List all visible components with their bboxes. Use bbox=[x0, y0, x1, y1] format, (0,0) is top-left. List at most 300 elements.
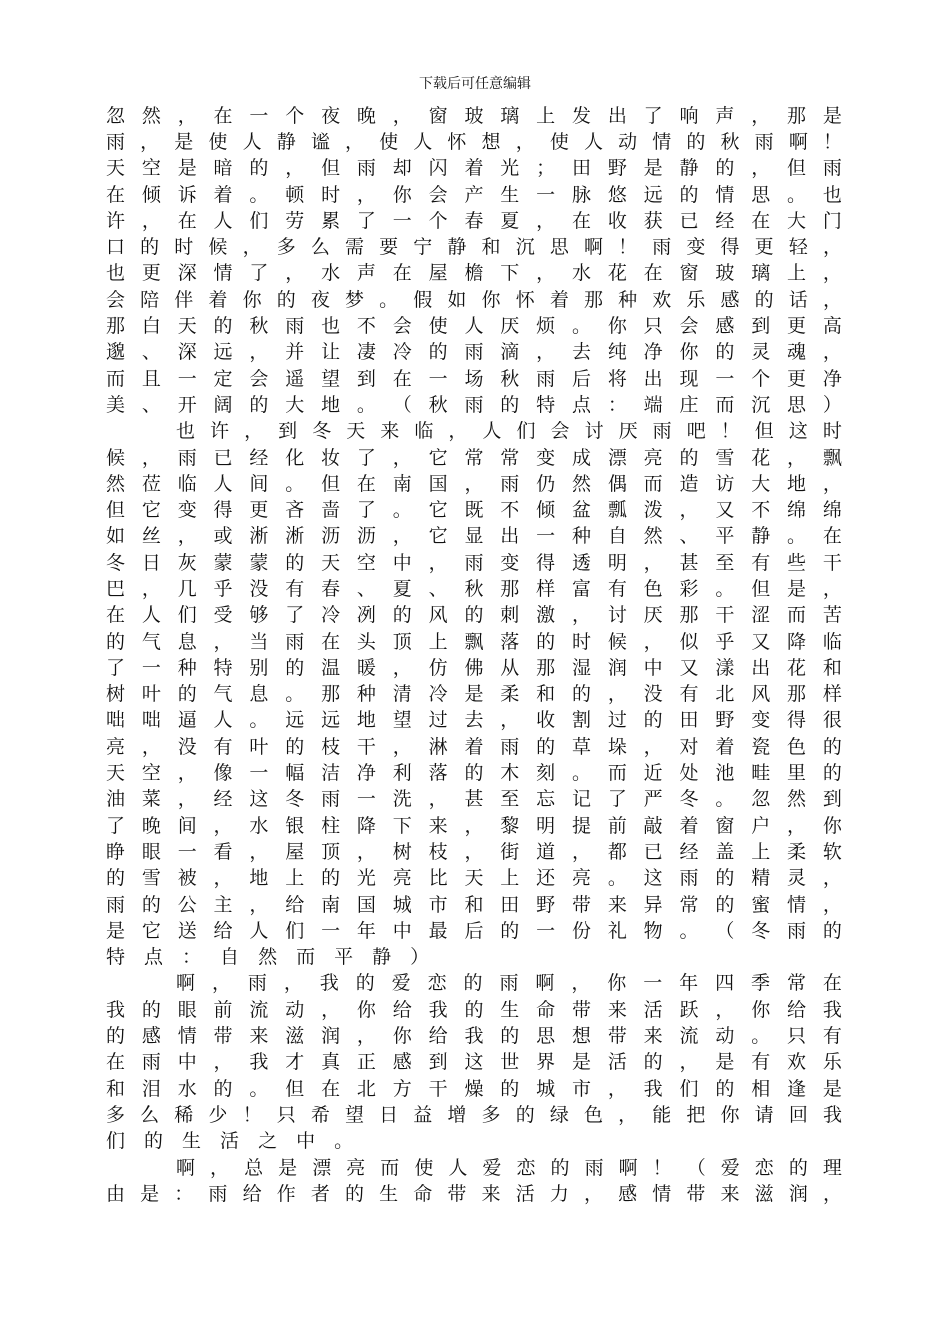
text-line bbox=[106, 285, 842, 311]
text-char: 但 bbox=[787, 157, 807, 180]
text-char: 时 bbox=[174, 236, 194, 259]
text-char: 都 bbox=[607, 840, 627, 863]
text-char: 讨 bbox=[607, 604, 627, 627]
text-char: 的 bbox=[285, 735, 305, 758]
text-char: 来 bbox=[607, 893, 627, 916]
text-line bbox=[106, 916, 842, 942]
text-char: 的 bbox=[536, 630, 556, 653]
text-char: ， bbox=[213, 814, 233, 837]
text-char: 的 bbox=[140, 236, 160, 259]
text-char: 你 bbox=[242, 288, 262, 311]
text-char: 你 bbox=[392, 183, 412, 206]
text-char: ， bbox=[428, 551, 448, 574]
text-char: 比 bbox=[428, 867, 448, 890]
text-char: 温 bbox=[321, 656, 341, 679]
text-char: ， bbox=[141, 446, 161, 469]
text-char: ， bbox=[643, 630, 663, 653]
text-char: 情 bbox=[177, 1025, 197, 1048]
text-char: 需 bbox=[344, 236, 364, 259]
text-char: 雨 bbox=[177, 446, 197, 469]
text-char: 美 bbox=[106, 393, 126, 416]
text-char: 给 bbox=[392, 998, 412, 1021]
text-char: 来 bbox=[643, 1025, 663, 1048]
text-char: 、 bbox=[679, 525, 699, 548]
text-char: 蒙 bbox=[249, 551, 269, 574]
text-line bbox=[106, 680, 842, 706]
text-line bbox=[106, 469, 842, 495]
text-char: 活 bbox=[643, 998, 663, 1021]
text-char: 的 bbox=[643, 709, 663, 732]
text-char: 田 bbox=[500, 893, 520, 916]
text-char: 使 bbox=[428, 315, 448, 338]
text-char: 息 bbox=[177, 630, 197, 653]
text-char: 的 bbox=[788, 1156, 808, 1179]
text-char: 柱 bbox=[321, 814, 341, 837]
text-char: 没 bbox=[177, 735, 197, 758]
text-char: 灰 bbox=[177, 551, 197, 574]
text-char: 春 bbox=[464, 209, 484, 232]
text-char: 欢 bbox=[652, 288, 672, 311]
text-char: ， bbox=[464, 840, 484, 863]
text-char: 假 bbox=[413, 288, 433, 311]
text-char: 叶 bbox=[249, 735, 269, 758]
text-char: 个 bbox=[428, 209, 448, 232]
text-char: 睁 bbox=[106, 840, 126, 863]
text-char: 魂 bbox=[787, 341, 807, 364]
text-char: 公 bbox=[177, 893, 197, 916]
text-char: ， bbox=[249, 893, 269, 916]
text-char: 润 bbox=[788, 1182, 808, 1205]
text-char: 玻 bbox=[715, 262, 735, 285]
text-char: 带 bbox=[571, 893, 591, 916]
text-char: 大 bbox=[787, 209, 807, 232]
text-char: 乎 bbox=[213, 578, 233, 600]
text-char: 临 bbox=[414, 420, 434, 443]
text-char: 的 bbox=[285, 656, 305, 679]
text-char: 在 bbox=[643, 262, 663, 285]
text-char: 明 bbox=[536, 814, 556, 837]
text-char: 变 bbox=[686, 236, 706, 259]
text-char: 望 bbox=[344, 1103, 364, 1126]
text-char: 会 bbox=[249, 367, 269, 390]
text-char: 银 bbox=[285, 814, 305, 837]
text-char: 雨 bbox=[500, 472, 520, 495]
text-char: 窗 bbox=[715, 814, 735, 837]
text-char: 才 bbox=[285, 1051, 305, 1074]
text-char: 望 bbox=[392, 709, 412, 732]
text-char: 淅 bbox=[285, 525, 305, 548]
text-char: 逢 bbox=[787, 1077, 807, 1100]
text-char: 人 bbox=[242, 130, 262, 153]
text-char: 前 bbox=[213, 998, 233, 1021]
text-char: 点 bbox=[144, 946, 164, 969]
text-char: 在 bbox=[571, 209, 591, 232]
text-char: 人 bbox=[213, 209, 233, 232]
text-char: 们 bbox=[249, 209, 269, 232]
text-char: 啊 bbox=[618, 1156, 638, 1179]
text-char: 怀 bbox=[447, 130, 467, 153]
text-char: 正 bbox=[356, 1051, 376, 1074]
text-char: 和 bbox=[536, 683, 556, 706]
text-char: 的 bbox=[754, 288, 774, 311]
text-char: 种 bbox=[177, 656, 197, 679]
text-char: 会 bbox=[428, 183, 448, 206]
text-char: 遥 bbox=[285, 367, 305, 390]
text-char: 着 bbox=[715, 735, 735, 758]
text-char: 脉 bbox=[571, 183, 591, 206]
text-line bbox=[106, 785, 842, 811]
text-char: ； bbox=[536, 157, 556, 180]
text-char: 枝 bbox=[428, 840, 448, 863]
text-char: 而 bbox=[715, 393, 735, 416]
text-char: 刻 bbox=[536, 762, 556, 785]
text-char: 明 bbox=[607, 551, 627, 574]
text-char: 日 bbox=[141, 551, 161, 574]
text-char: 的 bbox=[355, 972, 375, 995]
text-char: 绵 bbox=[822, 499, 842, 522]
text-char: 灵 bbox=[751, 341, 771, 364]
text-char: 静 bbox=[372, 946, 392, 969]
text-char: 个 bbox=[285, 104, 305, 127]
text-char: 情 bbox=[652, 130, 672, 153]
text-char: 一 bbox=[249, 762, 269, 785]
text-char: 冷 bbox=[428, 683, 448, 706]
text-char: 的 bbox=[500, 1077, 520, 1100]
text-char: 会 bbox=[679, 315, 699, 338]
text-char: 且 bbox=[141, 367, 161, 390]
text-char: 静 bbox=[447, 236, 467, 259]
text-char: ， bbox=[822, 288, 842, 311]
text-char: 会 bbox=[392, 315, 412, 338]
text-char: 们 bbox=[679, 1077, 699, 1100]
text-char: 的 bbox=[715, 867, 735, 890]
text-char: 人 bbox=[583, 130, 603, 153]
text-char: 地 bbox=[249, 867, 269, 890]
text-char: 似 bbox=[679, 630, 699, 653]
text-char: 到 bbox=[822, 788, 842, 811]
text-char: 在 bbox=[106, 183, 126, 206]
text-char: 。 bbox=[285, 683, 305, 706]
text-char: 啊 bbox=[583, 236, 603, 259]
text-char: 田 bbox=[679, 709, 699, 732]
text-char: 把 bbox=[686, 1103, 706, 1126]
text-char: 如 bbox=[106, 525, 126, 548]
text-char: ！ bbox=[242, 1103, 262, 1126]
text-char: 如 bbox=[447, 288, 467, 311]
text-char: 还 bbox=[536, 867, 556, 890]
text-char: 落 bbox=[500, 630, 520, 653]
text-char: 增 bbox=[447, 1103, 467, 1126]
text-char: 人 bbox=[482, 420, 502, 443]
text-char: ， bbox=[283, 972, 303, 995]
text-char: 着 bbox=[208, 288, 228, 311]
text-char: 的 bbox=[463, 972, 483, 995]
text-char: 净 bbox=[643, 341, 663, 364]
text-line bbox=[106, 995, 842, 1021]
text-char: 是 bbox=[643, 157, 663, 180]
text-char: 口 bbox=[106, 236, 126, 259]
text-char: 给 bbox=[285, 893, 305, 916]
text-char: 气 bbox=[213, 683, 233, 706]
text-char: 被 bbox=[177, 867, 197, 890]
text-char: 讨 bbox=[584, 420, 604, 443]
text-char: 它 bbox=[428, 525, 448, 548]
text-char: 和 bbox=[464, 893, 484, 916]
text-char: 在 bbox=[321, 630, 341, 653]
text-char: 动 bbox=[715, 1025, 735, 1048]
text-char: 雨 bbox=[141, 1051, 161, 1074]
text-char: 的 bbox=[464, 998, 484, 1021]
text-char: 希 bbox=[310, 1103, 330, 1126]
text-line bbox=[106, 627, 842, 653]
text-char: 上 bbox=[751, 840, 771, 863]
text-char: 动 bbox=[618, 130, 638, 153]
text-char: 落 bbox=[428, 762, 448, 785]
text-char: 。 bbox=[285, 472, 305, 495]
text-char: 没 bbox=[249, 578, 269, 600]
text-char: 是 bbox=[787, 578, 807, 600]
text-char: 庄 bbox=[679, 393, 699, 416]
text-char: 时 bbox=[822, 420, 842, 443]
text-char: 累 bbox=[321, 209, 341, 232]
text-char: 色 bbox=[787, 735, 807, 758]
text-char: 秋 bbox=[720, 130, 740, 153]
text-char: 一 bbox=[141, 656, 161, 679]
text-char: 干 bbox=[428, 1077, 448, 1100]
text-char: 的 bbox=[213, 315, 233, 338]
text-char: 多 bbox=[481, 1103, 501, 1126]
text-char: 天 bbox=[464, 867, 484, 890]
text-char: 下 bbox=[392, 814, 412, 837]
text-char: 流 bbox=[249, 998, 269, 1021]
text-char: 的 bbox=[500, 393, 520, 416]
text-char: 户 bbox=[751, 814, 771, 837]
text-char: ， bbox=[583, 1182, 603, 1205]
text-char: 柔 bbox=[787, 840, 807, 863]
text-char: 的 bbox=[515, 1103, 535, 1126]
text-char: 多 bbox=[106, 1103, 126, 1126]
text-line bbox=[106, 495, 842, 521]
text-char: 的 bbox=[141, 998, 161, 1021]
text-char: 年 bbox=[679, 972, 699, 995]
text-char: 。 bbox=[249, 709, 269, 732]
text-char: ， bbox=[249, 840, 269, 863]
text-char: 的 bbox=[715, 157, 735, 180]
text-char: 中 bbox=[392, 551, 412, 574]
text-char: 沥 bbox=[356, 525, 376, 548]
text-char: 的 bbox=[276, 288, 296, 311]
text-char: 乐 bbox=[686, 288, 706, 311]
text-char: 倾 bbox=[141, 183, 161, 206]
text-char: 端 bbox=[643, 393, 663, 416]
text-char: ， bbox=[643, 735, 663, 758]
text-char: 你 bbox=[607, 972, 627, 995]
text-char: 也 bbox=[176, 420, 196, 443]
text-char: ： bbox=[182, 946, 202, 969]
text-char: 。 bbox=[571, 762, 591, 785]
text-char: ， bbox=[751, 104, 771, 127]
text-char: 人 bbox=[141, 604, 161, 627]
text-char: 雨 bbox=[499, 972, 519, 995]
text-char: 命 bbox=[413, 1182, 433, 1205]
text-char: 花 bbox=[751, 446, 771, 469]
text-char: 你 bbox=[822, 814, 842, 837]
text-char: 空 bbox=[141, 762, 161, 785]
text-char: 和 bbox=[106, 1077, 126, 1100]
text-char: 冽 bbox=[356, 604, 376, 627]
text-char: 你 bbox=[356, 998, 376, 1021]
text-char: 出 bbox=[500, 525, 520, 548]
text-char: ， bbox=[285, 262, 305, 285]
text-char: 一 bbox=[536, 183, 556, 206]
text-char: 淋 bbox=[428, 735, 448, 758]
text-char: 将 bbox=[607, 367, 627, 390]
text-char: 泪 bbox=[141, 1077, 161, 1100]
text-char: ， bbox=[715, 998, 735, 1021]
text-char: 北 bbox=[715, 683, 735, 706]
text-char: 滴 bbox=[500, 341, 520, 364]
text-char: ， bbox=[822, 893, 842, 916]
text-char: 者 bbox=[310, 1182, 330, 1205]
text-char: 倾 bbox=[536, 499, 556, 522]
text-char: 发 bbox=[571, 104, 591, 127]
text-char: 然 bbox=[258, 946, 278, 969]
text-char: 产 bbox=[464, 183, 484, 206]
text-char: 造 bbox=[679, 472, 699, 495]
text-char: 世 bbox=[500, 1051, 520, 1074]
text-char: 到 bbox=[278, 420, 298, 443]
text-line bbox=[106, 732, 842, 758]
text-char: 使 bbox=[414, 1156, 434, 1179]
text-char: 思 bbox=[787, 393, 807, 416]
text-char: 的 bbox=[679, 446, 699, 469]
text-char: 雨 bbox=[536, 367, 556, 390]
text-char: ， bbox=[822, 578, 842, 600]
text-char: 候 bbox=[106, 446, 126, 469]
text-char: 常 bbox=[464, 446, 484, 469]
text-char: 来 bbox=[428, 814, 448, 837]
text-line bbox=[106, 232, 842, 258]
text-char: 谧 bbox=[310, 130, 330, 153]
text-char: 亮 bbox=[571, 867, 591, 890]
text-char: 叶 bbox=[141, 683, 161, 706]
text-char: 是 bbox=[140, 1182, 160, 1205]
text-char: 巴 bbox=[106, 578, 126, 600]
text-char: 。 bbox=[607, 867, 627, 890]
text-char: 宁 bbox=[413, 236, 433, 259]
text-char: 的 bbox=[213, 1077, 233, 1100]
text-char: 送 bbox=[177, 919, 197, 942]
text-char: 冬 bbox=[285, 788, 305, 811]
text-char: 物 bbox=[643, 919, 663, 942]
text-char: 天 bbox=[106, 762, 126, 785]
text-char: 苦 bbox=[822, 604, 842, 627]
text-char: 至 bbox=[715, 551, 735, 574]
text-char: 着 bbox=[464, 735, 484, 758]
text-char: 然 bbox=[787, 788, 807, 811]
text-char: 雨 bbox=[208, 1182, 228, 1205]
text-char: 的 bbox=[500, 919, 520, 942]
text-char: ， bbox=[392, 656, 412, 679]
text-char: 得 bbox=[213, 499, 233, 522]
text-char: ， bbox=[571, 604, 591, 627]
text-char: 洗 bbox=[392, 788, 412, 811]
text-char: 后 bbox=[464, 919, 484, 942]
text-char: 得 bbox=[787, 709, 807, 732]
text-char: 在 bbox=[213, 104, 233, 127]
text-char: 来 bbox=[607, 998, 627, 1021]
text-char: 冬 bbox=[312, 420, 332, 443]
text-char: ， bbox=[140, 130, 160, 153]
text-line bbox=[106, 311, 842, 337]
text-char: 忘 bbox=[536, 788, 556, 811]
text-char: 一 bbox=[715, 367, 735, 390]
text-char: 干 bbox=[715, 604, 735, 627]
text-char: 润 bbox=[607, 656, 627, 679]
text-char: 妆 bbox=[321, 446, 341, 469]
text-char: 晚 bbox=[356, 104, 376, 127]
text-char: ， bbox=[822, 236, 842, 259]
text-line bbox=[106, 811, 842, 837]
text-char: 也 bbox=[321, 315, 341, 338]
text-char: 的 bbox=[500, 1025, 520, 1048]
text-char: 能 bbox=[652, 1103, 672, 1126]
text-char: 、 bbox=[356, 578, 376, 600]
text-char: ， bbox=[392, 735, 412, 758]
text-char: 灵 bbox=[787, 867, 807, 890]
text-char: 给 bbox=[428, 1025, 448, 1048]
text-char: 檐 bbox=[464, 262, 484, 285]
text-char: 又 bbox=[751, 630, 771, 653]
text-char: 垛 bbox=[607, 735, 627, 758]
text-char: 的 bbox=[715, 893, 735, 916]
text-char: 而 bbox=[106, 367, 126, 390]
text-char: 已 bbox=[213, 446, 233, 469]
text-line bbox=[106, 653, 842, 679]
text-char: 、 bbox=[141, 393, 161, 416]
text-char: 亮 bbox=[392, 867, 412, 890]
text-char: 天 bbox=[177, 315, 197, 338]
text-char: 梦 bbox=[344, 288, 364, 311]
text-char: 的 bbox=[715, 1077, 735, 1100]
text-char: 年 bbox=[356, 919, 376, 942]
text-char: ， bbox=[141, 735, 161, 758]
text-char: 中 bbox=[296, 1130, 316, 1153]
text-char: ， bbox=[464, 814, 484, 837]
text-char: 特 bbox=[106, 946, 126, 969]
text-char: 息 bbox=[249, 683, 269, 706]
text-char: 啊 bbox=[176, 972, 196, 995]
text-char: 甚 bbox=[464, 788, 484, 811]
text-char: 的 bbox=[177, 683, 197, 706]
text-char: 种 bbox=[571, 525, 591, 548]
text-char: 到 bbox=[356, 367, 376, 390]
text-char: 是 bbox=[106, 919, 126, 942]
text-char: 样 bbox=[536, 578, 556, 600]
text-char: 带 bbox=[607, 1025, 627, 1048]
text-char: 使 bbox=[208, 130, 228, 153]
text-char: 情 bbox=[715, 183, 735, 206]
text-char: 的 bbox=[249, 157, 269, 180]
text-char: ， bbox=[344, 130, 364, 153]
text-char: 富 bbox=[571, 578, 591, 600]
text-line bbox=[106, 758, 842, 784]
text-char: 湿 bbox=[571, 656, 591, 679]
text-char: 已 bbox=[643, 840, 663, 863]
text-char: 在 bbox=[321, 1077, 341, 1100]
text-char: 到 bbox=[751, 315, 771, 338]
text-char: 的 bbox=[285, 551, 305, 574]
